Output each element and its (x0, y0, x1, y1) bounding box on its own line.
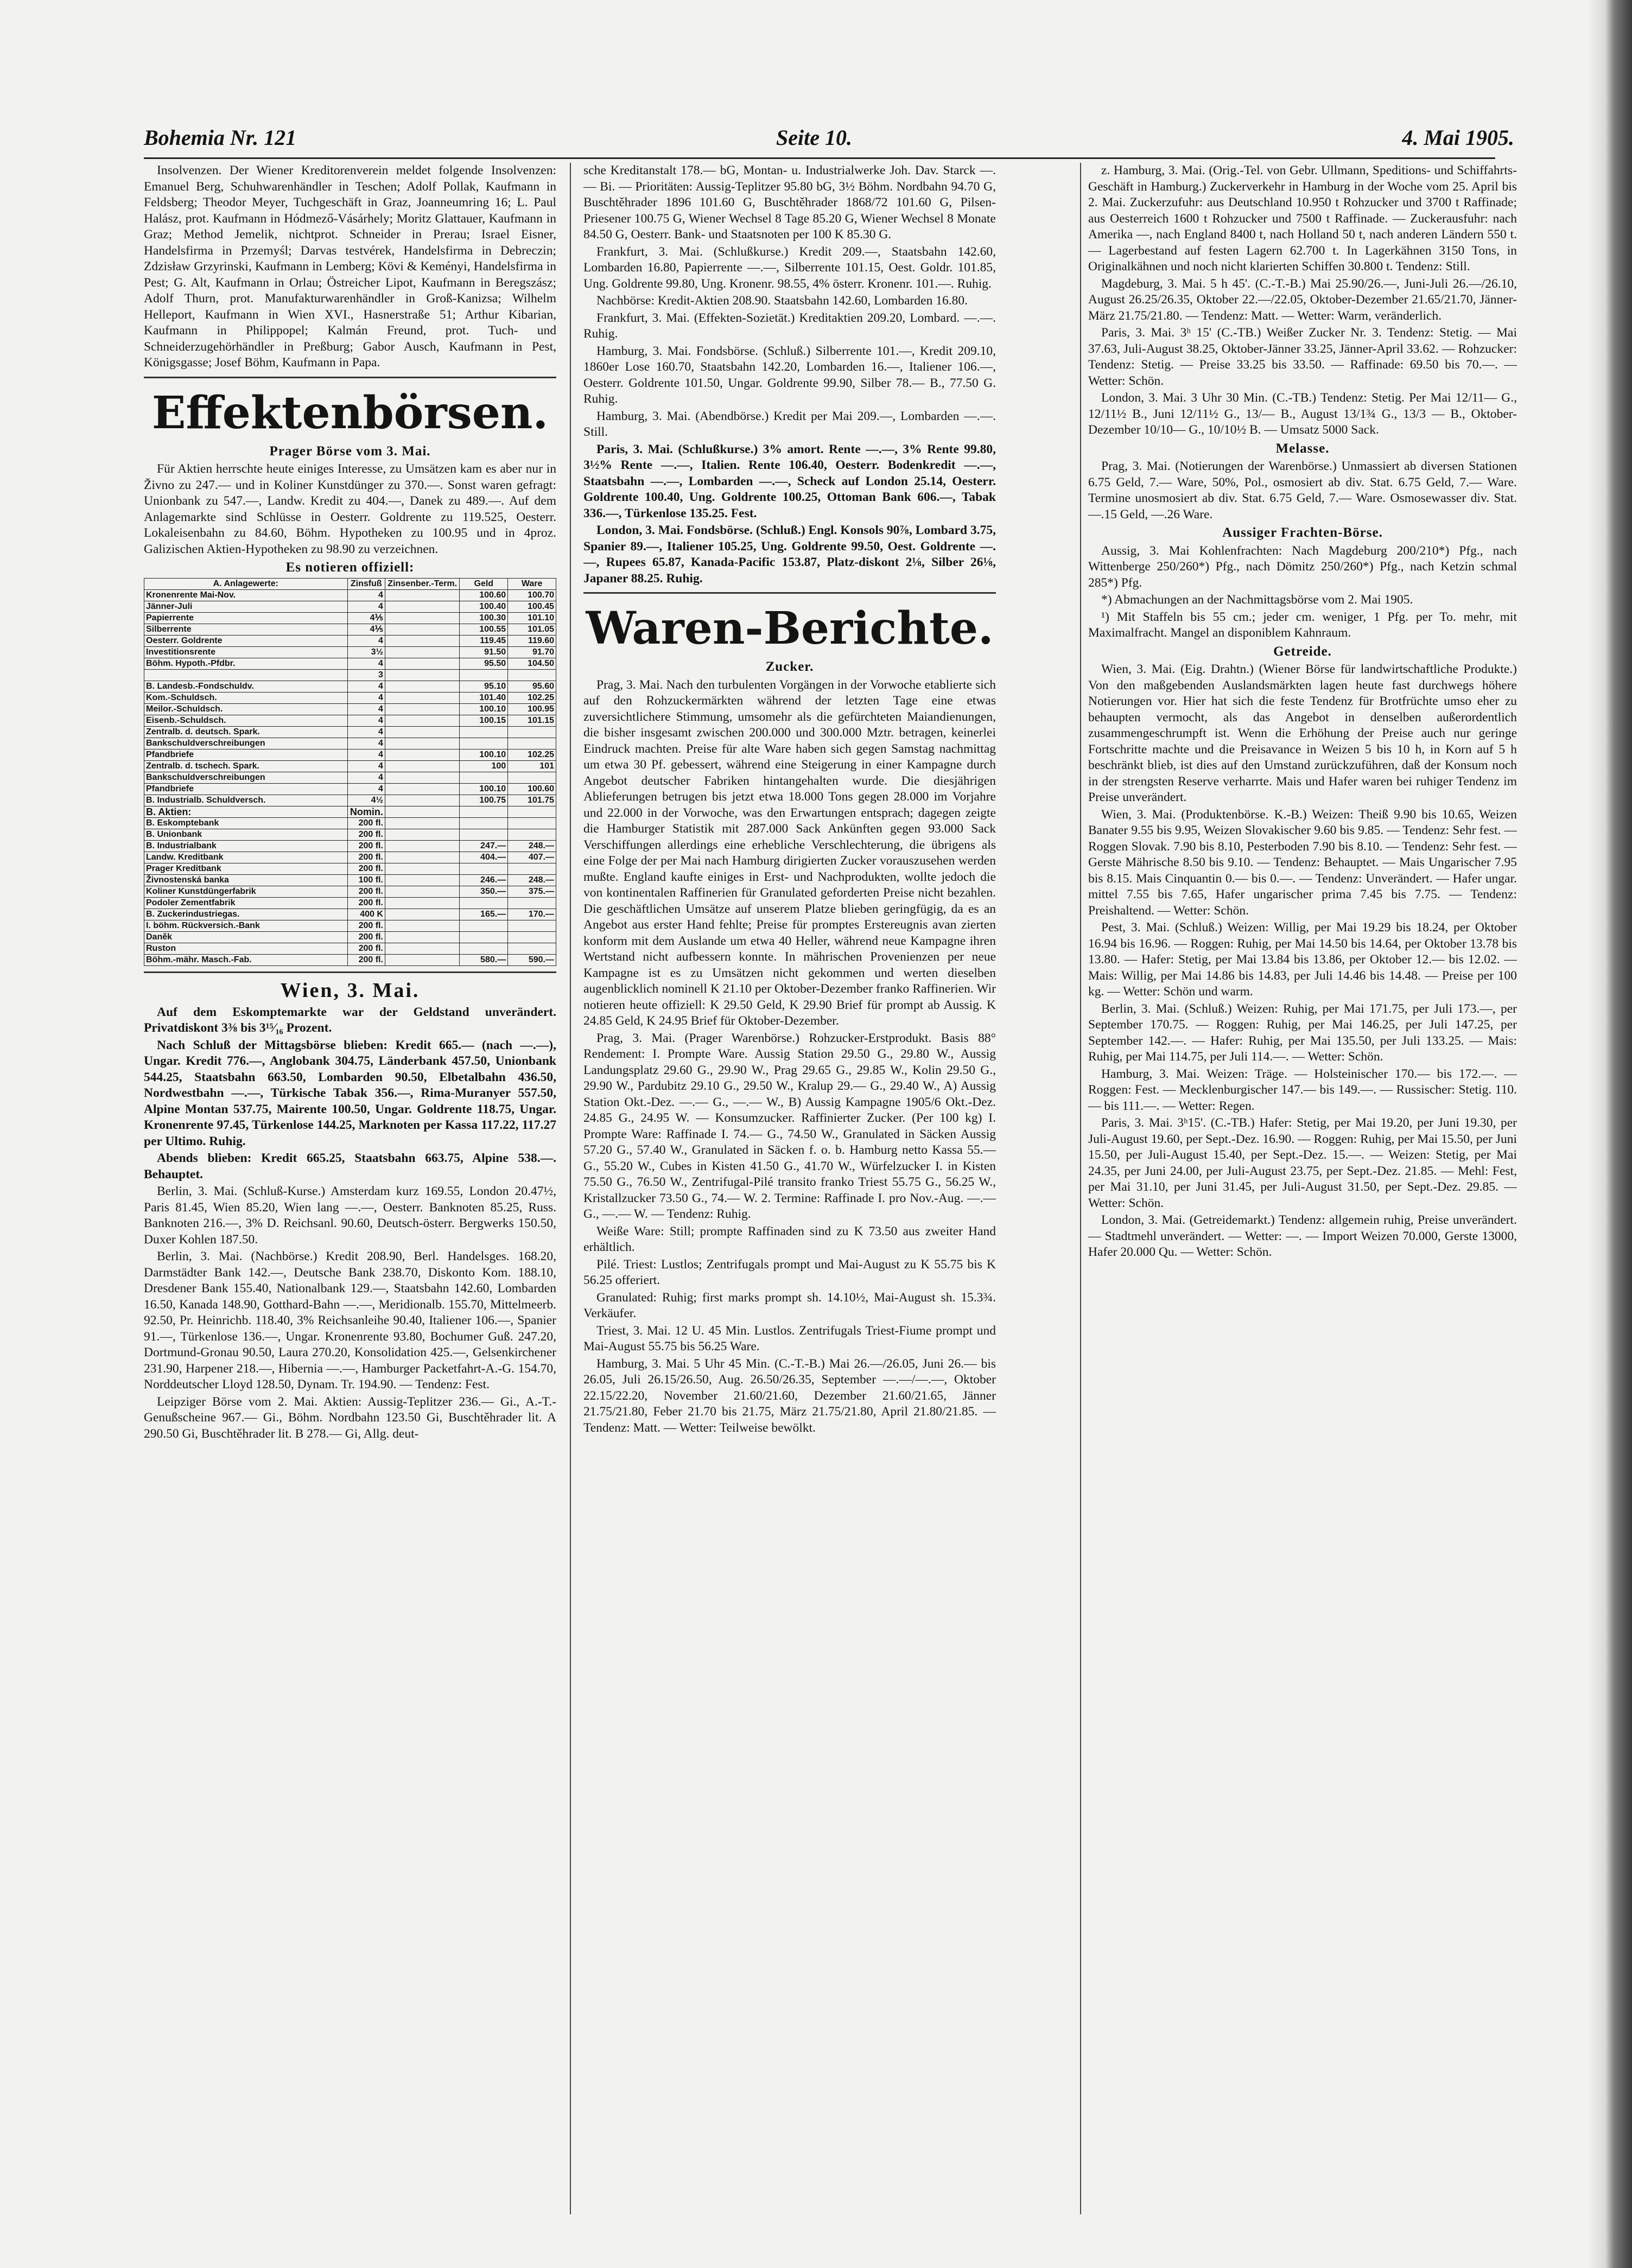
table-row (144, 715, 556, 726)
table-cell: 200 fl. (347, 852, 385, 863)
magdeburg-report: Magdeburg, 3. Mai. 5 h 45'. (C.-T.-B.) Mai 25.90/26.—, Juni-Juli 26.—/26.10, August 26.25/26.35, Oktober 22.—/22.05, Oktober-Dezember 21.65/21.70, Jänner-März 21.75/21.80. — Tendenz: Matt. — Wetter: Warm, veränderlich. (1088, 276, 1517, 323)
table-cell: Nomin. (347, 806, 385, 817)
table-cell: 119.45 (460, 635, 508, 646)
table-cell: B. Landesb.-Fondschuldv. (144, 681, 348, 692)
table-cell: Živnostenská banka (144, 874, 348, 886)
table-cell (385, 738, 459, 749)
table-cell (385, 703, 459, 715)
table-row (144, 931, 556, 943)
table-cell: 101.75 (508, 795, 556, 806)
table-cell (508, 817, 556, 829)
stock-section-header (144, 806, 556, 817)
table-cell: 200 fl. (347, 863, 385, 874)
table-cell (385, 681, 459, 692)
leipzig-report: Leipziger Börse vom 2. Mai. Aktien: Aussig-Teplitzer 236.— Gi., A.-T.-Genußscheine 967.— Gi., Böhm. Nordbahn 123.50 Gi, Buschtěhrader lit. A 290.50 Gi, Buschtěhrader lit. B 278.— Gi, Allg. deut- (144, 1394, 556, 1441)
table-cell: 350.— (460, 886, 508, 897)
table-cell (385, 943, 459, 954)
table-cell: 200 fl. (347, 840, 385, 852)
table-cell: Pfandbriefe (144, 783, 348, 795)
table-cell: 4 (347, 772, 385, 783)
frankfurt-report: Frankfurt, 3. Mai. (Schlußkurse.) Kredit 209.—, Staatsbahn 142.60, Lombarden 16.80, Papierrente —.—, Silberrente 101.15, Oest. Goldr. 101.85, Ung. Goldrente 99.80, Ung. Kronenr. 98.55, 4% österr. Kronenr. 101.—. Ruhig. (583, 244, 996, 291)
table-cell: 248.— (508, 874, 556, 886)
table-cell (385, 795, 459, 806)
table-cell (385, 715, 459, 726)
table-header-cell: Zinsenber.-Term. (385, 578, 459, 589)
table-cell (385, 760, 459, 772)
table-header-cell: Geld (460, 578, 508, 589)
grain-berlin-report: Berlin, 3. Mai. (Schluß.) Weizen: Ruhig, per Mai 171.75, per Juli 173.—, per September 170.75. — Roggen: Ruhig, per Mai 146.25, per Juli 147.25, per September 142.—. — Hafer: Ruhig, per Mai 135.50, per Juli 133.25. — Mais: Ruhig, per Mai 114.75, per Juli 114.—. — Wetter: Schön. (1088, 1001, 1517, 1064)
table-cell (385, 589, 459, 601)
table-cell: 200 fl. (347, 897, 385, 909)
grain-hamburg-report: Hamburg, 3. Mai. Weizen: Träge. — Holsteinischer 170.— bis 172.—. — Roggen: Fest. — Mecklenburgischer 147.— bis 149.—. — Russischer: Stetig. 110.— bis 111.—. — Wetter: Regen. (1088, 1066, 1517, 1113)
table-cell: 100.45 (508, 601, 556, 612)
table-cell (385, 954, 459, 965)
freight-report: Aussig, 3. Mai Kohlenfrachten: Nach Magdeburg 200/210*) Pfg., nach Wittenberge 250/260*) Pfg., nach Dömitz 250/260*) Pfg., nach Ketzin schmal 285*) Pfg. (1088, 543, 1517, 590)
column-rule (1080, 163, 1081, 2214)
header-date: 4. Mai 1905. (1402, 125, 1514, 150)
table-cell: Prager Kreditbank (144, 863, 348, 874)
table-cell: 100 fl. (347, 874, 385, 886)
table-cell: 100.10 (460, 749, 508, 760)
berlin-report-2: Berlin, 3. Mai. (Nachbörse.) Kredit 208.90, Berl. Handelsges. 168.20, Darmstädter Bank 142.—, Deutsche Bank 238.70, Diskonto Kom. 188.10, Dresdener Bank 155.40, Nationalbank 129.—, Staatsbahn 142.60, Lombarden 16.50, Kanada 148.90, Gotthard-Bahn —.—, Meridionalb. 155.70, Mittelmeerb. 92.50, Pr. Heinrichb. 118.40, 3% Reichsanleihe 90.40, Italiener 106.—, Spanier 91.—, Türkenlose 136.—, Ungar. Kronenrente 93.80, Bochumer Guß. 247.20, Dortmund-Gronau 90.50, Laura 270.20, Konsolidation 425.—, Gelsenkirchener 231.90, Harpener 218.—, Hibernia —.—, Hamburger Packetfahrt-A.-G. 154.70, Norddeutscher Lloyd 128.50, Dynam. Tr. 194.90. — Tendenz: Fest. (144, 1249, 556, 1392)
table-cell: 200 fl. (347, 886, 385, 897)
table-cell: 4⅕ (347, 612, 385, 624)
table-cell: Zentralb. d. deutsch. Spark. (144, 726, 348, 738)
table-cell: 101 (508, 760, 556, 772)
hamburg-fonds-report: Hamburg, 3. Mai. Fondsbörse. (Schluß.) Silberrente 101.—, Kredit 209.10, 1860er Lose 160.70, Staatsbahn 142.20, Lombarden 16.—, Italiener 106.—, Oesterr. Goldrente 101.50, Ungar. Goldrente 99.90, Silber 78.— B., 77.50 G. Ruhig. (583, 344, 996, 406)
table-row (144, 760, 556, 772)
table-cell (508, 931, 556, 943)
table-cell: 3 (347, 669, 385, 681)
table-cell: 100.60 (460, 589, 508, 601)
table-cell: 404.— (460, 852, 508, 863)
table-cell: 95.50 (460, 658, 508, 669)
table-cell (385, 829, 459, 840)
table-cell: 200 fl. (347, 920, 385, 931)
table-cell (385, 897, 459, 909)
table-cell (385, 646, 459, 658)
table-cell: 4 (347, 749, 385, 760)
table-row (144, 624, 556, 635)
page-edge-shadow (1587, 0, 1632, 2268)
table-cell: 200 fl. (347, 954, 385, 965)
table-cell (508, 943, 556, 954)
table-header-row (144, 578, 556, 589)
table-cell: Investitionsrente (144, 646, 348, 658)
table-cell: 4 (347, 589, 385, 601)
column-2 (583, 163, 996, 2214)
table-cell: 100.75 (460, 795, 508, 806)
table-cell: B. Aktien: (144, 806, 348, 817)
table-cell: Landw. Kreditbank (144, 852, 348, 863)
table-cell (385, 612, 459, 624)
table-cell: 100.40 (460, 601, 508, 612)
table-cell (385, 749, 459, 760)
table-cell: 100.55 (460, 624, 508, 635)
section-title-waren-berichte: Waren-Berichte. (586, 602, 994, 655)
table-cell: 4 (347, 715, 385, 726)
table-cell: 400 K (347, 909, 385, 920)
sugar-heading: Zucker. (765, 659, 814, 674)
table-cell (385, 840, 459, 852)
table-cell: 95.60 (508, 681, 556, 692)
table-row (144, 806, 556, 817)
table-cell: 95.10 (460, 681, 508, 692)
insolvency-notice: Insolvenzen. Der Wiener Kreditorenverein meldet folgende Insolvenzen: Emanuel Berg, Schuhwarenhändler in Teschen; Adolf Pollak, Kaufmann in Feldsberg; Theodor Meyer, Tuchgeschäft in Graz, Joanneumring 16; L. Paul Halász, prot. Kaufmann in Hódmező-Vásárhely; Moritz Glattauer, Kaufmann in Graz; Method Jemelik, nichtprot. Schneider in Prerau; Israel Eisner, Handelsfirma in Przemyśl; Darvas testvérek, Handelsfirma in Debreczin; Zdzisław Grzyrinski, Kaufmann in Lemberg; Kövi & Keményi, Handelsfirma in Pest; G. Alt, Kaufmann in Orlau; Östreicher Lipot, Kaufmann in Beregszász; Adolf Thurn, prot. Manufakturwarenhändler in Groß-Kanizsa; Wilhelm Helleport, Kaufmann in Wien XVI., Hasnerstraße 51; Arthur Kibarian, Kaufmann in Philippopel; Kalmán Freund, prot. Tuch- und Schneiderzugehörhändler in Preßburg; Gabor Ausch, Kaufmann in Pest, Königsgasse; Josef Böhm, Kaufmann in Papa. (144, 163, 556, 370)
sugar-report-prague: Prag, 3. Mai. Nach den turbulenten Vorgängen in der Vorwoche etablierte sich auf den Rohzuckermärkten während der letzten Tage eine etwas zuversichtlichere Stimmung, umsomehr als die gefürchteten Maiandienungen, die bisher insgesamt zwischen 200.000 und 300.000 Mztr. betragen, keinerlei Eindruck machten. Preise für alte Ware haben sich gegen Samstag nachmittag um etwa 30 Pf. gebessert, während eine Steigerung in einer Kampagne durch Angebot deutscher Fabriken hintangehalten wurde. Die diesjährigen Ablieferungen betrugen bis jetzt etwa 18.000 Tons gegen 28.000 im Vorjahre und 22.000 in der Vorwoche, was den Erwartungen entsprach; dagegen zeigte die Hamburger Statistik mit 287.000 Sack Ankünften gegen 93.000 Sack Verschiffungen allerdings eine erhebliche Verschlechterung, die übrigens als eine Folge der per Mai nach Hamburg dirigierten Zucker vorauszusehen werden mußte. England kaufte einiges in Erst- und Nachprodukten, wollte jedoch die von kontinentalen Raffinerien für Granulated geforderten Preise nicht bezahlen. Die geschäftlichen Umsätze auf unserem Platze blieben geringfügig, da es an Angebot aus erster Hand fehlte; Preise für promptes Erstereugnis avan zierten konform mit dem Auslande um etwa 40 Heller, während neue Kampagne ihren Wertstand nicht aufbessern konnte. In mährischen Provenienzen per neue Kampagne ist es zu Umsätzen nicht gekommen und werten dieselben augenblicklich nominell K 21.10 per Oktober-Dezember franko Raffinerien. Wir notieren heute offiziell: K 29.50 Geld, K 29.90 Brief für prompt ab Aussig. K 24.85 Geld, K 24.95 Brief für Oktober-Dezember. (583, 677, 996, 1028)
london-sugar-report: London, 3. Mai. 3 Uhr 30 Min. (C.-TB.) Tendenz: Stetig. Per Mai 12/11— G., 12/11½ B., Juni 12/11½ G., 13/— B., August 13/1¾ G., 13/3 — B., Oktober-Dezember 10/10— G., 10/10½ B. — Umsatz 5000 Sack. (1088, 391, 1517, 437)
table-cell: Bankschuldverschreibungen (144, 772, 348, 783)
table-cell (508, 738, 556, 749)
table-cell: 100.10 (460, 783, 508, 795)
table-cell (508, 863, 556, 874)
table-cell: 4 (347, 658, 385, 669)
table-cell (508, 806, 556, 817)
table-cell: 101.15 (508, 715, 556, 726)
table-cell (508, 920, 556, 931)
table-cell (460, 806, 508, 817)
table-cell: 4 (347, 681, 385, 692)
bond-rows (144, 589, 556, 806)
table-cell (385, 692, 459, 703)
table-row (144, 601, 556, 612)
table-cell: B. Industrialbank (144, 840, 348, 852)
table-cell (385, 624, 459, 635)
table-cell (460, 726, 508, 738)
table-cell: 165.— (460, 909, 508, 920)
column-1 (144, 163, 556, 2214)
page-header (144, 125, 1514, 152)
table-cell: 100.95 (508, 703, 556, 715)
table-cell: B. Eskomptebank (144, 817, 348, 829)
table-cell: Koliner Kunstdüngerfabrik (144, 886, 348, 897)
table-row (144, 817, 556, 829)
table-cell: 4 (347, 703, 385, 715)
table-cell: Podoler Zementfabrik (144, 897, 348, 909)
table-cell: 590.— (508, 954, 556, 965)
table-cell (508, 829, 556, 840)
table-row (144, 669, 556, 681)
table-cell (460, 897, 508, 909)
table-cell: 100.70 (508, 589, 556, 601)
table-header-cell: Ware (508, 578, 556, 589)
table-cell: 101.40 (460, 692, 508, 703)
table-cell: 246.— (460, 874, 508, 886)
paris-report: Paris, 3. Mai. (Schlußkurse.) 3% amort. Rente —.—, 3% Rente 99.80, 3½% Rente —.—, Italien. Rente 106.40, Oesterr. Bodenkredit —.—, Staatsbahn —.—, Lombarden —.—, Scheck auf London 25.14, Oesterr. Goldrente 100.40, Ung. Goldrente 100.25, Ottoman Bank 606.—, Tabak 336.—, Türkenlose 135.25. Fest. (583, 442, 996, 520)
table-cell: B. Industrialb. Schuldversch. (144, 795, 348, 806)
table-cell (385, 726, 459, 738)
table-cell: I. böhm. Rückversich.-Bank (144, 920, 348, 931)
table-row (144, 897, 556, 909)
table-cell: 101.05 (508, 624, 556, 635)
sugar-hamburg: Hamburg, 3. Mai. 5 Uhr 45 Min. (C.-T.-B.) Mai 26.—/26.05, Juni 26.— bis 26.05, Juli 26.15/26.50, Aug. 26.50/26.35, September —.—/—.—, Oktober 22.15/22.20, November 21.60/21.60, Dezember 21.60/21.65, Jänner 21.75/21.80, Feber 21.70 bis 21.75, März 21.75/21.80, April 21.80/21.85. — Tendenz: Matt. — Wetter: Teilweise bewölkt. (583, 1356, 996, 1435)
grain-london-report: London, 3. Mai. (Getreidemarkt.) Tendenz: allgemein ruhig, Preise unverändert. — Stadtmehl unverändert. — Wetter: —. — Import Weizen 70.000, Gerste 13000, Hafer 20.000 Qu. — Wetter: Schön. (1088, 1213, 1517, 1259)
table-cell (508, 726, 556, 738)
table-row (144, 612, 556, 624)
table-cell (144, 669, 348, 681)
table-cell: 4 (347, 692, 385, 703)
london-report: London, 3. Mai. Fondsbörse. (Schluß.) Engl. Konsols 90⅞, Lombard 3.75, Spanier 89.—, Italiener 105.25, Ung. Goldrente 99.50, Oest. Goldrente —.—, Rupees 65.87, Kanada-Pacific 153.87, Platz-diskont 2⅛, Silber 26⅛, Japaner 88.25. Ruhig. (583, 523, 996, 586)
table-row (144, 738, 556, 749)
grain-paris-report: Paris, 3. Mai. 3ʰ15'. (C.-TB.) Hafer: Stetig, per Mai 19.20, per Juni 19.30, per Juli-August 19.60, per Sept.-Dez. 16.90. — Roggen: Ruhig, per Mai 15.50, per Juni 15.50, per Juli-August 15.40, per Sept.-Dez. 15.—. — Weizen: Stetig, per Mai 24.35, per Juni 24.00, per Juli-August 23.75, per Sept.-Dez. 21.85. — Mehl: Fest, per Mai 31.10, per Juni 31.45, per Juli-August 31.50, per Sept.-Dez. 29.85. — Wetter: Schön. (1088, 1116, 1517, 1210)
table-cell: Pfandbriefe (144, 749, 348, 760)
sugar-granulated: Granulated: Ruhig; first marks prompt sh. 14.10½, Mai-August sh. 15.3¾. Verkäufer. (583, 1290, 996, 1320)
table-cell: 102.25 (508, 692, 556, 703)
table-cell (385, 772, 459, 783)
paris-sugar-report: Paris, 3. Mai. 3ʰ 15' (C.-TB.) Weißer Zucker Nr. 3. Tendenz: Stetig. — Mai 37.63, Juli-August 38.25, Oktober-Jänner 33.25, Jänner-April 33.62. — Rohzucker: Tendenz: Stetig. — Preise 33.25 bis 33.50. — Raffinade: 69.50 bis 70.—. — Wetter: Schön. (1088, 326, 1517, 388)
table-cell (460, 738, 508, 749)
table-cell (385, 658, 459, 669)
table-row (144, 772, 556, 783)
table-row (144, 681, 556, 692)
table-cell: 407.— (508, 852, 556, 863)
table-row (144, 589, 556, 601)
table-row (144, 783, 556, 795)
table-cell: 100.60 (508, 783, 556, 795)
table-cell: Ruston (144, 943, 348, 954)
grain-heading: Getreide. (1273, 644, 1332, 659)
table-cell: 91.70 (508, 646, 556, 658)
freight-footnote-1: *) Abmachungen an der Nachmittagsbörse vom 2. Mai 1905. (1101, 593, 1413, 607)
table-row (144, 692, 556, 703)
sugar-pile: Pilé. Triest: Lustlos; Zentrifugals prompt und Mai-August zu K 55.75 bis K 56.25 offeriert. (583, 1257, 996, 1287)
table-cell (508, 772, 556, 783)
table-row (144, 658, 556, 669)
table-header-cell: A. Anlagewerte: (144, 578, 348, 589)
vienna-heading: Wien, 3. Mai. (280, 979, 420, 1002)
table-row (144, 646, 556, 658)
table-cell: 170.— (508, 909, 556, 920)
hamburg-evening-report: Hamburg, 3. Mai. (Abendbörse.) Kredit per Mai 209.—, Lombarden —.—. Still. (583, 409, 996, 439)
table-cell: 100.15 (460, 715, 508, 726)
table-cell (460, 772, 508, 783)
section-title-effektenboersen: Effektenbörsen. (151, 386, 549, 439)
table-row (144, 943, 556, 954)
table-cell (460, 863, 508, 874)
table-cell: 100.30 (460, 612, 508, 624)
column-3 (1088, 163, 1517, 2214)
table-cell: 91.50 (460, 646, 508, 658)
prague-exchange-report: Für Aktien herrschte heute einiges Interesse, zu Umsätzen kam es aber nur in Živno zu 247.— und in Koliner Kunstdünger zu 370.—. Sonst waren gefragt: Unionbank zu 547.—, Landw. Kredit zu 404.—, Danek zu 489.—. Auf dem Anlagemarkte sind Schlüsse in Oesterr. Goldrente zu 119.525, Oesterr. Lokaleisenbahn zu 84.60, Böhm. Hypotheken zu 100.95 und in 4proz. Galizischen Aktien-Hypotheken zu 98.90 zu verzeichnen. (144, 462, 556, 556)
table-header-cell: Zinsfuß (347, 578, 385, 589)
table-cell (385, 817, 459, 829)
quote-table (144, 578, 556, 966)
header-newspaper-issue: Bohemia Nr. 121 (144, 125, 297, 150)
table-cell: 4 (347, 783, 385, 795)
table-cell: Eisenb.-Schuldsch. (144, 715, 348, 726)
table-row (144, 726, 556, 738)
molasses-report: Prag, 3. Mai. (Notierungen der Warenbörse.) Unmassiert ab diversen Stationen 6.75 Geld, 7.— Ware, 50%, Pol., osmosiert ab div. Stat. 6.75 Geld, 7.— Ware. Termine unosmosiert ab div. Stat. 6.75 Geld, 7.— Ware. Osmosewasser div. Stat. —.15 Geld, —.26 Ware. (1088, 459, 1517, 522)
table-cell (385, 852, 459, 863)
table-cell: 200 fl. (347, 943, 385, 954)
table-cell: Oesterr. Goldrente (144, 635, 348, 646)
table-cell: Bankschuldverschreibungen (144, 738, 348, 749)
table-cell: Jänner-Juli (144, 601, 348, 612)
table-cell: Böhm. Hypoth.-Pfdbr. (144, 658, 348, 669)
table-cell: Daněk (144, 931, 348, 943)
table-cell: 100 (460, 760, 508, 772)
vienna-report-3: Abends blieben: Kredit 665.25, Staatsbahn 663.75, Alpine 538.—. Behauptet. (144, 1151, 556, 1181)
table-cell (508, 897, 556, 909)
table-row (144, 749, 556, 760)
table-cell: Papierrente (144, 612, 348, 624)
sugar-report-exchange: Prag, 3. Mai. (Prager Warenbörse.) Rohzucker-Erstprodukt. Basis 88° Rendement: I. Prompte Ware. Aussig Station 29.50 G., 29.80 W., Aussig Landungsplatz 29.60 G., 29.90 W., Prag 29.65 G., 29.85 W., Kolin 29.50 G., 29.90 W., Pardubitz 29.10 G., 29.50 W., Kralup 29.— G., 29.40 W., A) Aussig Station Okt.-Dez. —.— G., —.— W., B) Aussig Kampagne 1905/6 Okt.-Dez. 24.85 G., 24.95 W. — Konsumzucker. Raffinierter Zucker. (Per 100 kg) I. Prompte Ware: Raffinade I. 74.— G., 74.50 W., Granulated in Säcken Aussig 57.20 G., 57.40 W., Granulated in Säcken f. o. b. Hamburg netto Kassa 55.— G., 55.20 W., Cubes in Kisten 41.50 G., 41.70 W., Würfelzucker I. in Kisten 75.50 G., 76.50 W., Zentrifugal-Pilé transito franko Triest 55.75 G., 56.25 W., Kristallzucker 73.50 G., 74.— W. 2. Termine: Raffinade I. pro Nov.-Aug. —.— G., —.— W. — Tendenz: Ruhig. (583, 1031, 996, 1221)
grain-vienna-report: Wien, 3. Mai. (Eig. Drahtn.) (Wiener Börse für landwirtschaftliche Produkte.) Von den maßgebenden Auslandsmärkten lagen heute fast durchwegs höhere Notierungen vor. Hier hat sich die feste Tendenz für Brotfrüchte umso eher zu behaupten vermocht, als das Angebot in denselben außerordentlich zusammengeschrumpft ist. Wenn die Erhöhung der Preise auch nur geringe Fortschritte machte und die Preisavance in Weizen 5 bis 10 h, in Korn auf 5 h beschränkt blieb, ist dies auf den Umstand zurückzuführen, daß der Konsum noch in der strengsten Reserve verharrte. Mais und Hafer waren bei ruhiger Tendenz im Preise unverändert. (1088, 662, 1517, 804)
table-cell (460, 669, 508, 681)
table-cell (385, 863, 459, 874)
header-page-number: Seite 10. (776, 125, 852, 150)
table-cell (385, 920, 459, 931)
sugar-triest: Triest, 3. Mai. 12 U. 45 Min. Lustlos. Zentrifugals Triest-Fiume prompt und Mai-August 55.75 bis 56.25 Ware. (583, 1323, 996, 1354)
table-cell: 4½ (347, 795, 385, 806)
table-cell (460, 817, 508, 829)
official-quotes-heading: Es notieren offiziell: (285, 560, 415, 575)
stock-rows (144, 817, 556, 965)
berlin-report-1: Berlin, 3. Mai. (Schluß-Kurse.) Amsterdam kurz 169.55, London 20.47½, Paris 81.45, Wien 85.20, Wien lang —.—, Oesterr. Banknoten 85.25, Russ. Banknoten 216.—, 3% D. Reichsanl. 90.60, Deutsch-österr. Bergwerks 150.50, Duxer Kohlen 187.50. (144, 1184, 556, 1247)
table-cell (460, 920, 508, 931)
table-cell: 102.25 (508, 749, 556, 760)
table-cell: Böhm.-mähr. Masch.-Fab. (144, 954, 348, 965)
section-rule (144, 971, 556, 973)
frankfurt-society: Frankfurt, 3. Mai. (Effekten-Sozietät.) Kreditaktien 209.20, Lombard. —.—. Ruhig. (583, 310, 996, 341)
section-rule (583, 592, 996, 594)
table-cell: 101.10 (508, 612, 556, 624)
table-cell (460, 943, 508, 954)
table-cell (385, 874, 459, 886)
table-cell: 375.— (508, 886, 556, 897)
table-cell: 3½ (347, 646, 385, 658)
table-cell: B. Zuckerindustriegas. (144, 909, 348, 920)
vienna-report-1: Auf dem Eskomptemarkte war der Geldstand unverändert. Privatdiskont 3⅜ bis 3¹⁵⁄₁₆ Prozent. (144, 1005, 556, 1035)
table-cell: 4⅕ (347, 624, 385, 635)
table-row (144, 703, 556, 715)
section-rule (144, 377, 556, 378)
hamburg-sugar-traffic: z. Hamburg, 3. Mai. (Orig.-Tel. von Gebr. Ullmann, Speditions- und Schiffahrts-Geschäft in Hamburg.) Zuckerverkehr in Hamburg in der Woche vom 25. April bis 2. Mai. Zuckerzufuhr: aus Deutschland 10.950 t Rohzucker und 3700 t Raffinade; aus Oesterreich 1600 t Rohzucker und 7500 t Raffinade. — Zuckerausfuhr: nach Amerika —, nach England 8400 t, nach Holland 50 t, nach anderen Ländern 550 t. — Lagerbestand auf festen Lagern 62.700 t. In Lagerkähnen 3150 Tons, in Originalkähnen und noch nicht klarierten Schiffen 30.800 t. Tendenz: Still. (1088, 163, 1517, 274)
table-row (144, 840, 556, 852)
header-rule (144, 157, 1495, 159)
table-cell: 4 (347, 738, 385, 749)
table-cell: 4 (347, 726, 385, 738)
table-cell: 200 fl. (347, 829, 385, 840)
leipzig-continuation: sche Kreditanstalt 178.— bG, Montan- u. Industrialwerke Joh. Dav. Starck —.— Bi. — Prioritäten: Aussig-Teplitzer 95.80 bG, 3½ Böhm. Nordbahn 94.70 G, Buschtěhrader 1896 101.60 G, Buschtěhrader 1868/72 101.60 G, Pilsen-Priesener 100.75 G, Wiener Wechsel 8 Tage 85.20 G, Wiener Wechsel 8 Monate 84.50 G, Oesterr. Bank- und Staatsnoten per 100 K 85.30 G. (583, 163, 996, 242)
table-cell (460, 829, 508, 840)
table-cell: 119.60 (508, 635, 556, 646)
table-cell (385, 931, 459, 943)
table-cell: 4 (347, 760, 385, 772)
table-row (144, 795, 556, 806)
table-cell (385, 886, 459, 897)
table-cell (460, 931, 508, 943)
table-row (144, 886, 556, 897)
table-row (144, 920, 556, 931)
table-cell: Meilor.-Schuldsch. (144, 703, 348, 715)
column-rule (570, 163, 571, 2214)
table-cell: 248.— (508, 840, 556, 852)
table-cell (385, 635, 459, 646)
table-cell: 4 (347, 635, 385, 646)
table-row (144, 852, 556, 863)
table-cell: 100.10 (460, 703, 508, 715)
table-cell: Zentralb. d. tschech. Spark. (144, 760, 348, 772)
freight-exchange-heading: Aussiger Frachten-Börse. (1222, 525, 1383, 540)
table-row (144, 909, 556, 920)
table-row (144, 863, 556, 874)
table-row (144, 829, 556, 840)
table-cell: Kom.-Schuldsch. (144, 692, 348, 703)
frankfurt-after-hours: Nachbörse: Kredit-Aktien 208.90. Staatsbahn 142.60, Lombarden 16.80. (596, 294, 968, 308)
table-cell: 200 fl. (347, 817, 385, 829)
sugar-white-ware: Weiße Ware: Still; prompte Raffinaden sind zu K 73.50 aus zweiter Hand erhältlich. (583, 1224, 996, 1254)
table-row (144, 874, 556, 886)
table-cell: Kronenrente Mai-Nov. (144, 589, 348, 601)
table-cell: 580.— (460, 954, 508, 965)
freight-footnote-2: ¹) Mit Staffeln bis 55 cm.; jeder cm. weniger, 1 Pfg. per To. mehr, mit Maximalfracht. Mangel an disponiblem Kahnraum. (1088, 609, 1517, 640)
table-cell (385, 601, 459, 612)
grain-vienna-exchange: Wien, 3. Mai. (Produktenbörse. K.-B.) Weizen: Theiß 9.90 bis 10.65, Weizen Banater 9.55 bis 9.95, Weizen Slovakischer 9.60 bis 9.85. — Tendenz: Sehr fest. — Roggen Slovak. 7.90 bis 8.10, Pesterboden 7.90 bis 8.10. — Tendenz: Sehr fest. — Gerste Mährische 8.50 bis 9.10. — Tendenz: Behauptet. — Mais Ungarischer 7.95 bis 8.15. Mais Cinquantin 0.— bis 0.—. — Tendenz: Unverändert. — Hafer ungar. mittel 7.55 bis 7.65, Hafer ungarischer prima 7.45 bis 7.75. — Tendenz: Preishaltend. — Wetter: Schön. (1088, 807, 1517, 918)
table-cell (385, 909, 459, 920)
table-cell: Silberrente (144, 624, 348, 635)
table-cell (385, 669, 459, 681)
table-cell (385, 783, 459, 795)
table-cell: B. Unionbank (144, 829, 348, 840)
grain-pest-report: Pest, 3. Mai. (Schluß.) Weizen: Willig, per Mai 19.29 bis 18.24, per Oktober 16.94 bis 16.96. — Roggen: Ruhig, per Mai 14.50 bis 14.64, per Oktober 13.78 bis 13.80. — Hafer: Stetig, per Mai 13.84 bis 13.86, per Oktober 12.— bis 12.02. — Mais: Willig, per Mai 14.86 bis 14.83, per Juli 14.46 bis 14.48. — Preise per 100 kg. — Wetter: Schön und warm. (1088, 920, 1517, 999)
table-cell: 200 fl. (347, 931, 385, 943)
table-cell: 104.50 (508, 658, 556, 669)
prague-exchange-heading: Prager Börse vom 3. Mai. (269, 443, 431, 459)
table-cell: 247.— (460, 840, 508, 852)
table-row (144, 635, 556, 646)
table-cell (385, 806, 459, 817)
table-row (144, 954, 556, 965)
table-cell: 4 (347, 601, 385, 612)
molasses-heading: Melasse. (1275, 441, 1330, 456)
vienna-report-2: Nach Schluß der Mittagsbörse blieben: Kredit 665.— (nach —.—), Ungar. Kredit 776.—, Anglobank 304.75, Länderbank 457.50, Unionbank 544.25, Staatsbahn 663.50, Lombarden 90.50, Elbetalbahn 436.50, Nordwestbahn —.—, Türkische Tabak 356.—, Rima-Muranyer 557.50, Alpine Montan 537.75, Mairente 100.50, Ungar. Goldrente 118.75, Ungar. Kronenrente 97.45, Türkenlose 144.25, Marknoten per Kassa 117.22, 117.27 per Ultimo. Ruhig. (144, 1038, 556, 1148)
table-cell (508, 669, 556, 681)
